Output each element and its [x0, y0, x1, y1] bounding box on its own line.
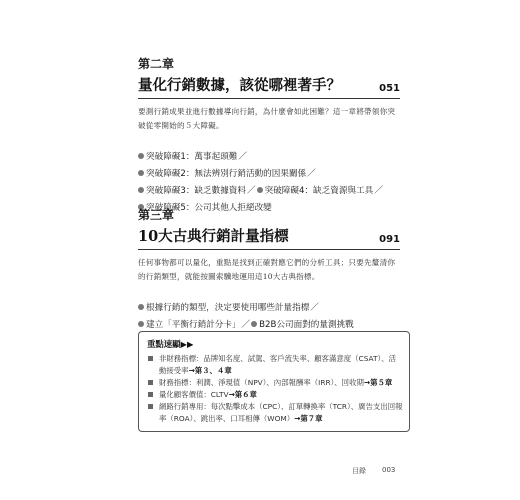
chapter-page-number: 051 [379, 83, 400, 94]
bullet-dot-icon [138, 187, 144, 193]
bullet-dot-icon [138, 321, 144, 327]
chapter-2 [138, 56, 400, 217]
chapter-3 [138, 207, 400, 334]
footer-label: 目錄 [352, 467, 366, 475]
chapter-bullets: 突破障礙1：萬事起頭難／突破障礙2：無法辨別行銷活動的因果關係／突破障礙3：缺乏數據資料／ 突破障礙4：缺乏資源與工具／突破障礙5：公司其他人拒絕改變 [138, 149, 400, 217]
chapter-intro: 任何事物都可以量化，重點是找到正確對應它們的分析工具；只要先釐清你的行銷類型，就能按圖索驥地運用這10大古典指標。 [138, 258, 396, 281]
square-bullet-icon [148, 392, 153, 397]
key-point-item: 非財務指標：品牌知名度、試駕、客戶流失率、顧客滿意度（CSAT）、活動接受率→第３、４章 [147, 353, 403, 377]
chapter-page-number: 091 [379, 234, 400, 245]
bullet-item: 根據行銷的類型，決定要使用哪些計量指標 [138, 303, 309, 313]
bullet-dot-icon [138, 153, 144, 159]
chapter-reference: →第５章 [363, 378, 393, 387]
chapter-reference: →第６章 [228, 390, 257, 399]
bullet-dot-icon [138, 304, 144, 310]
chapter-intro: 要測行銷成果並進行數據導向行銷，為什麼會如此困難？這一章將帶領你突破從零開始的５大障礙。 [138, 107, 396, 130]
key-points-box [138, 331, 410, 432]
key-points-title: 重點速顯▶▶ [147, 339, 194, 349]
square-bullet-icon [148, 380, 153, 385]
square-bullet-icon [148, 356, 153, 361]
chapter-reference: →第３、４章 [188, 366, 232, 375]
chapter-title[interactable]: 10大古典行銷計量指標 [138, 228, 289, 245]
bullet-item: 突破障礙5：公司其他人拒絕改變 [138, 203, 272, 213]
chapter-label: 第三章 [138, 208, 175, 222]
chapter-title-bar [138, 74, 400, 99]
bullet-dot-icon [138, 170, 144, 176]
chapter-label: 第二章 [138, 57, 175, 71]
bullet-item: B2B公司面對的量測挑戰 [251, 320, 354, 330]
footer-page-number: 003 [382, 466, 396, 474]
bullet-item: 建立「平衡行銷計分卡」 [138, 320, 241, 330]
bullet-dot-icon [251, 321, 257, 327]
key-point-item: 網路行銷專用：每次點擊成本（CPC）、訂單轉換率（TCR）、廣告支出回報率（ROA）、跳出率、口耳相傳（WOM）→第７章 [147, 401, 403, 425]
chapter-title[interactable]: 量化行銷數據，該從哪裡著手？ [138, 77, 341, 94]
bullet-dot-icon [257, 187, 263, 193]
bullet-item: 突破障礙4：缺乏資源與工具 [257, 186, 374, 196]
chapter-title-bar [138, 225, 400, 250]
chapter-reference: →第７章 [294, 414, 323, 423]
square-bullet-icon [148, 404, 153, 409]
bullet-item: 突破障礙3：缺乏數據資料 [138, 186, 246, 196]
key-point-item: 量化顧客價值：CLTV→第６章 [147, 389, 403, 401]
bullet-item: 突破障礙2：無法辨別行銷活動的因果關係 [138, 169, 306, 179]
chapter-bullets: 根據行銷的類型，決定要使用哪些計量指標／建立「平衡行銷計分卡」／ B2B公司面對的量測挑戰 [138, 300, 400, 334]
bullet-item: 突破障礙1：萬事起頭難 [138, 152, 237, 162]
key-point-item: 財務指標：利潤、淨現值（NPV）、內部報酬率（IRR）、回收期→第５章 [147, 377, 403, 389]
